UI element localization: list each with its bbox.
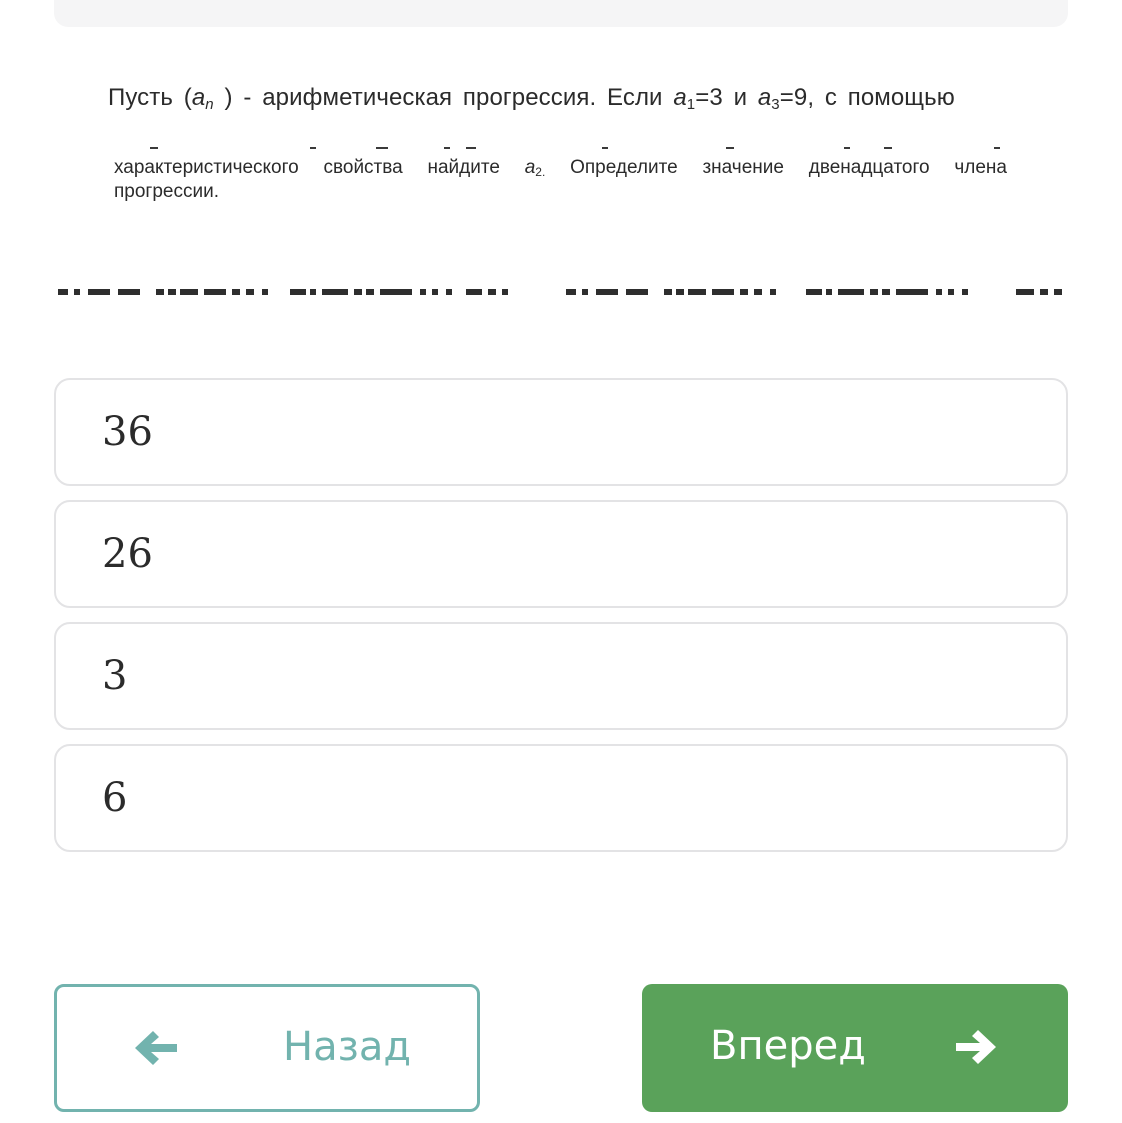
question-image [0,60,1122,310]
answer-options [54,378,1068,866]
answer-option-label: 6 [102,775,128,821]
arrow-left-icon [133,1029,179,1067]
cropped-text-fragment [114,144,1007,152]
cropped-text-fragment-bottom [58,289,1066,297]
answer-option-2[interactable] [54,500,1068,608]
answer-option-label: 36 [102,409,153,455]
answer-option-1[interactable] [54,378,1068,486]
arrow-right-icon [954,1029,998,1065]
answer-option-label: 3 [102,653,128,699]
next-button-label: Вперед [710,1023,866,1069]
question-line-1: Пусть ($a_n$ ) - арифметическая прогрессия. Если $a_1=3$ и $a_3=9$, с помощью [108,84,955,113]
next-button[interactable] [642,984,1068,1112]
answer-option-label: 26 [102,531,153,577]
top-panel [54,0,1068,27]
back-button-label: Назад [283,1024,412,1070]
answer-option-3[interactable] [54,622,1068,730]
back-button[interactable] [54,984,480,1112]
question-line-2: характеристического свойства найдите $a_{2.}$ Определите значение двенадцатого члена [114,157,1007,179]
answer-option-4[interactable] [54,744,1068,852]
question-line-3: прогрессии. [114,181,219,202]
